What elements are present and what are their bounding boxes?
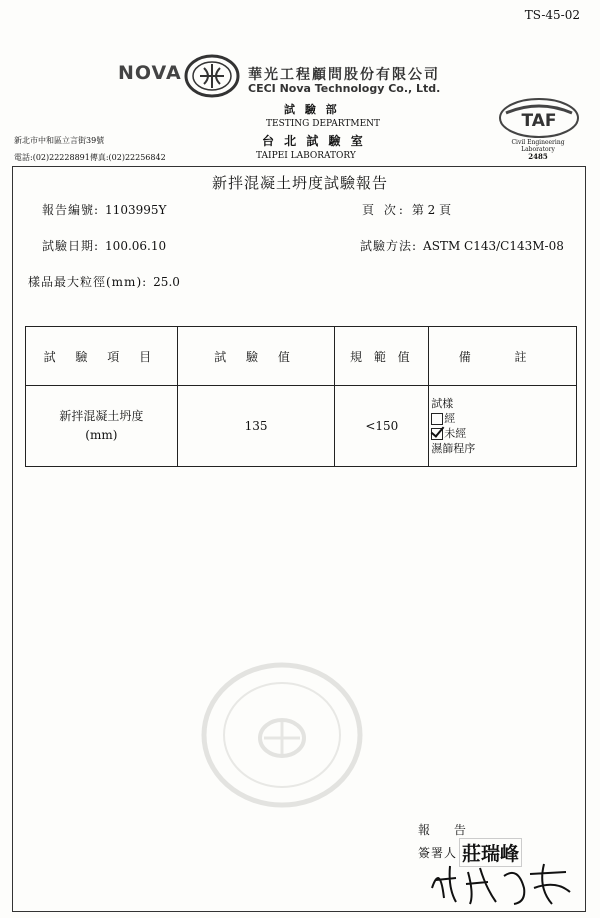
test-method-value: ASTM C143/C143M-08	[423, 239, 564, 253]
handwritten-signature	[426, 858, 576, 914]
taf-mark: TAF	[521, 111, 557, 131]
laboratory-en: TAIPEI LABORATORY	[256, 151, 356, 161]
taf-caption-line2: Laboratory	[521, 146, 555, 153]
company-name-en: CECI Nova Technology Co., Ltd.	[248, 82, 441, 95]
signatory-label-line1: 報 告	[418, 823, 476, 837]
checked-checkbox-icon	[431, 428, 443, 440]
remark-option-2	[431, 426, 575, 441]
test-value-cell: 135	[177, 386, 335, 467]
department-en: TESTING DEPARTMENT	[266, 119, 381, 129]
header-test-value: 試 驗 值	[177, 327, 335, 386]
results-table	[25, 326, 577, 467]
remark-option-2-label: 未經	[444, 427, 467, 440]
taf-caption-line1: Civil Engineering	[511, 139, 565, 146]
company-name-zh: 華光工程顧問股份有限公司	[248, 67, 440, 83]
aggregate-size-field	[28, 273, 180, 290]
nova-globe-logo-icon	[184, 54, 240, 102]
report-number-value: 1103995Y	[105, 203, 167, 217]
table-row	[26, 386, 577, 467]
embossed-seal-icon	[200, 660, 365, 814]
document-code: TS-45-02	[524, 8, 580, 22]
laboratory-zh: 台 北 試 驗 室	[262, 134, 366, 148]
report-title: 新拌混凝土坍度試驗報告	[211, 174, 388, 192]
page-label: 頁 次:	[362, 203, 406, 217]
test-method-field	[360, 237, 564, 254]
item-cell	[26, 386, 178, 467]
test-date-field	[42, 237, 166, 254]
test-method-label: 試驗方法:	[360, 239, 418, 253]
tel-fax-text: 電話:(02)22228891傳真:(02)22256842	[14, 153, 166, 162]
remark-tail: 濕篩程序	[431, 442, 476, 455]
report-number-label: 報告編號:	[42, 203, 100, 217]
test-date-label: 試驗日期:	[42, 239, 100, 253]
header-test-item: 試 驗 項 目	[26, 327, 178, 386]
remark-title: 試樣	[431, 397, 454, 410]
taf-caption	[508, 139, 568, 160]
test-date-value: 100.06.10	[105, 239, 167, 253]
item-name: 新拌混凝土坍度	[59, 409, 144, 423]
aggregate-size-value: 25.0	[153, 275, 180, 289]
header-remarks: 備 註	[429, 327, 577, 386]
page-field	[362, 201, 451, 218]
page-value: 第 2 頁	[411, 203, 452, 217]
taf-accreditation-logo	[498, 97, 580, 143]
spec-value-cell: <150	[335, 386, 429, 467]
remarks-cell	[429, 386, 577, 467]
item-unit: (mm)	[85, 428, 118, 442]
remark-option-1	[431, 411, 575, 426]
address-text: 新北市中和區立言街39號	[14, 136, 105, 145]
taf-number: 2485	[528, 152, 548, 161]
remark-option-1-label: 經	[444, 412, 456, 425]
stamped-name: 莊瑞峰	[459, 838, 522, 867]
report-number-field	[42, 201, 166, 218]
department-zh: 試 驗 部	[284, 103, 340, 116]
table-header-row	[26, 327, 577, 386]
header-spec-value: 規 範 值	[335, 327, 429, 386]
signatory-label-line2: 簽署人	[418, 845, 458, 860]
nova-brand-text: NOVA	[118, 62, 182, 84]
aggregate-size-label: 樣品最大粒徑(mm):	[28, 275, 148, 289]
